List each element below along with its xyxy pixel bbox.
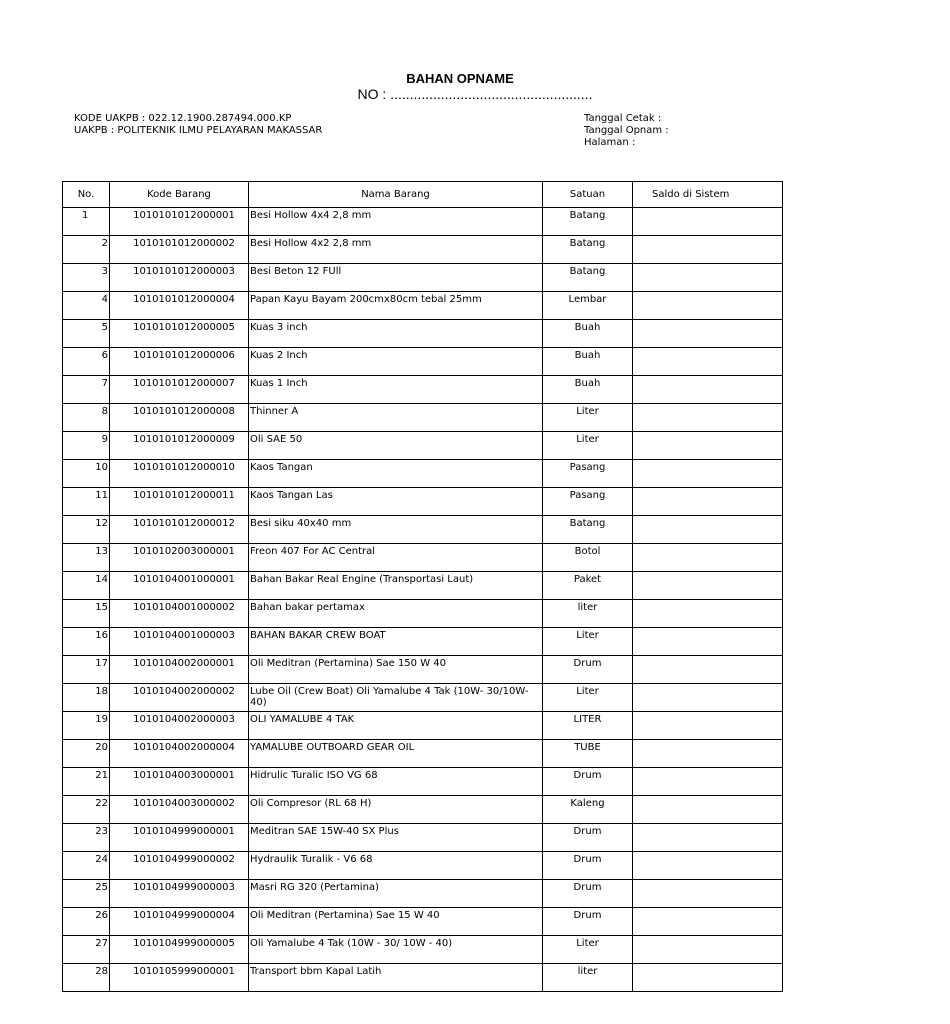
uakpb-label: UAKPB : POLITEKNIK ILMU PELAYARAN MAKASSAR [74,125,323,136]
cell-no: 12 [63,516,110,544]
cell-no: 21 [63,768,110,796]
cell-satuan: Pasang [543,460,633,488]
table-row [63,236,783,264]
cell-satuan: Buah [543,348,633,376]
table-row [63,264,783,292]
cell-nama-barang: Bahan Bakar Real Engine (Transportasi Laut) [249,572,543,600]
cell-kode-barang: 1010104001000002 [110,600,249,628]
cell-no: 5 [63,320,110,348]
table-row [63,656,783,684]
table-row [63,852,783,880]
cell-nama-barang: Besi Hollow 4x4 2,8 mm [249,208,543,236]
cell-nama-barang: Oli Yamalube 4 Tak (10W - 30/ 10W - 40) [249,936,543,964]
cell-no: 3 [63,264,110,292]
cell-satuan: Buah [543,376,633,404]
cell-saldo [633,460,783,488]
document-number-line: NO : .................................................... [357,86,593,102]
cell-nama-barang: Kaos Tangan Las [249,488,543,516]
cell-saldo [633,320,783,348]
cell-saldo [633,404,783,432]
table-row [63,208,783,236]
cell-satuan: Lembar [543,292,633,320]
cell-satuan: Kaleng [543,796,633,824]
cell-satuan: liter [543,964,633,992]
cell-nama-barang: Oli Compresor (RL 68 H) [249,796,543,824]
header-no: No. [63,182,110,208]
cell-kode-barang: 1010105999000001 [110,964,249,992]
cell-nama-barang: Kuas 1 Inch [249,376,543,404]
header-right [584,113,669,149]
table-row [63,712,783,740]
cell-kode-barang: 1010101012000009 [110,432,249,460]
cell-no: 16 [63,628,110,656]
cell-satuan: liter [543,600,633,628]
cell-kode-barang: 1010101012000004 [110,292,249,320]
cell-kode-barang: 1010104999000002 [110,852,249,880]
table-row [63,572,783,600]
header-saldo: Saldo di Sistem [633,182,783,208]
cell-satuan: Pasang [543,488,633,516]
cell-kode-barang: 1010104003000001 [110,768,249,796]
cell-saldo [633,824,783,852]
cell-kode-barang: 1010104002000004 [110,740,249,768]
cell-satuan: Drum [543,908,633,936]
cell-satuan: Liter [543,404,633,432]
tanggal-cetak-label: Tanggal Cetak : [584,113,662,124]
cell-saldo [633,264,783,292]
table-row [63,628,783,656]
cell-satuan: Drum [543,852,633,880]
cell-saldo [633,628,783,656]
cell-no: 28 [63,964,110,992]
cell-nama-barang: Lube Oil (Crew Boat) Oli Yamalube 4 Tak (10W- 30/10W-40) [249,684,543,712]
cell-nama-barang: Kaos Tangan [249,460,543,488]
cell-no: 6 [63,348,110,376]
cell-saldo [633,488,783,516]
cell-satuan: LITER [543,712,633,740]
cell-kode-barang: 1010101012000010 [110,460,249,488]
cell-no: 1 [63,208,110,236]
cell-nama-barang: YAMALUBE OUTBOARD GEAR OIL [249,740,543,768]
cell-no: 23 [63,824,110,852]
cell-satuan: Liter [543,684,633,712]
cell-saldo [633,572,783,600]
stock-table-viewport [62,181,730,977]
cell-saldo [633,292,783,320]
cell-saldo [633,376,783,404]
cell-no: 25 [63,880,110,908]
cell-saldo [633,348,783,376]
cell-nama-barang: OLI YAMALUBE 4 TAK [249,712,543,740]
cell-nama-barang: Oli Meditran (Pertamina) Sae 15 W 40 [249,908,543,936]
cell-saldo [633,432,783,460]
cell-saldo [633,852,783,880]
cell-satuan: Liter [543,432,633,460]
cell-kode-barang: 1010101012000005 [110,320,249,348]
cell-no: 11 [63,488,110,516]
table-row [63,516,783,544]
cell-no: 2 [63,236,110,264]
stock-table [62,181,783,992]
cell-no: 17 [63,656,110,684]
header-satuan: Satuan [543,182,633,208]
cell-no: 9 [63,432,110,460]
tanggal-opnam-label: Tanggal Opnam : [584,125,669,136]
cell-no: 10 [63,460,110,488]
cell-saldo [633,544,783,572]
cell-no: 24 [63,852,110,880]
cell-no: 14 [63,572,110,600]
cell-nama-barang: Besi Beton 12 FUll [249,264,543,292]
cell-no: 27 [63,936,110,964]
table-row [63,320,783,348]
kode-uakpb-label: KODE UAKPB : 022.12.1900.287494.000.KP [74,113,292,124]
cell-saldo [633,964,783,992]
cell-kode-barang: 1010104001000003 [110,628,249,656]
table-row [63,348,783,376]
table-row [63,824,783,852]
halaman-label: Halaman : [584,137,636,148]
cell-saldo [633,796,783,824]
table-row [63,768,783,796]
table-row [63,600,783,628]
cell-saldo [633,908,783,936]
cell-satuan: Drum [543,824,633,852]
document-title: BAHAN OPNAME [406,71,514,86]
table-row [63,908,783,936]
cell-kode-barang: 1010101012000007 [110,376,249,404]
cell-nama-barang: Thinner A [249,404,543,432]
table-header-row [63,182,783,208]
cell-saldo [633,768,783,796]
cell-saldo [633,600,783,628]
cell-kode-barang: 1010104999000001 [110,824,249,852]
table-row [63,292,783,320]
cell-saldo [633,208,783,236]
table-row [63,404,783,432]
cell-satuan: Batang [543,516,633,544]
cell-kode-barang: 1010104999000004 [110,908,249,936]
cell-satuan: Drum [543,768,633,796]
cell-kode-barang: 1010101012000003 [110,264,249,292]
cell-saldo [633,880,783,908]
cell-no: 15 [63,600,110,628]
cell-satuan: Drum [543,880,633,908]
table-row [63,880,783,908]
cell-nama-barang: Kuas 2 Inch [249,348,543,376]
cell-kode-barang: 1010104002000001 [110,656,249,684]
cell-no: 22 [63,796,110,824]
cell-nama-barang: Besi Hollow 4x2 2,8 mm [249,236,543,264]
cell-nama-barang: Hydraulik Turalik - V6 68 [249,852,543,880]
cell-kode-barang: 1010104002000002 [110,684,249,712]
cell-nama-barang: Bahan bakar pertamax [249,600,543,628]
table-row [63,740,783,768]
header-kode-barang: Kode Barang [110,182,249,208]
table-body [63,208,783,992]
cell-saldo [633,656,783,684]
cell-satuan: Liter [543,628,633,656]
cell-kode-barang: 1010104001000001 [110,572,249,600]
cell-no: 20 [63,740,110,768]
cell-nama-barang: Oli Meditran (Pertamina) Sae 150 W 40 [249,656,543,684]
header-left [74,113,322,137]
cell-nama-barang: Besi siku 40x40 mm [249,516,543,544]
cell-saldo [633,712,783,740]
cell-kode-barang: 1010101012000008 [110,404,249,432]
cell-satuan: Batang [543,208,633,236]
cell-kode-barang: 1010104003000002 [110,796,249,824]
cell-nama-barang: Meditran SAE 15W-40 SX Plus [249,824,543,852]
cell-saldo [633,236,783,264]
cell-satuan: Drum [543,656,633,684]
cell-kode-barang: 1010104999000003 [110,880,249,908]
cell-kode-barang: 1010101012000001 [110,208,249,236]
cell-kode-barang: 1010101012000012 [110,516,249,544]
cell-no: 7 [63,376,110,404]
cell-satuan: Liter [543,936,633,964]
cell-saldo [633,684,783,712]
cell-kode-barang: 1010101012000002 [110,236,249,264]
cell-kode-barang: 1010101012000006 [110,348,249,376]
cell-saldo [633,936,783,964]
cell-nama-barang: Kuas 3 inch [249,320,543,348]
table-row [63,432,783,460]
cell-satuan: Paket [543,572,633,600]
cell-kode-barang: 1010104002000003 [110,712,249,740]
cell-nama-barang: Transport bbm Kapal Latih [249,964,543,992]
cell-no: 4 [63,292,110,320]
cell-nama-barang: Papan Kayu Bayam 200cmx80cm tebal 25mm [249,292,543,320]
cell-kode-barang: 1010102003000001 [110,544,249,572]
cell-no: 26 [63,908,110,936]
cell-nama-barang: Hidrulic Turalic ISO VG 68 [249,768,543,796]
cell-satuan: Batang [543,264,633,292]
table-row [63,964,783,992]
cell-kode-barang: 1010104999000005 [110,936,249,964]
cell-satuan: TUBE [543,740,633,768]
cell-nama-barang: Oli SAE 50 [249,432,543,460]
cell-no: 18 [63,684,110,712]
cell-nama-barang: Freon 407 For AC Central [249,544,543,572]
cell-satuan: Buah [543,320,633,348]
cell-kode-barang: 1010101012000011 [110,488,249,516]
cell-no: 8 [63,404,110,432]
cell-saldo [633,516,783,544]
cell-satuan: Batang [543,236,633,264]
table-row [63,796,783,824]
cell-no: 13 [63,544,110,572]
table-row [63,544,783,572]
cell-no: 19 [63,712,110,740]
table-row [63,376,783,404]
cell-saldo [633,740,783,768]
cell-nama-barang: BAHAN BAKAR CREW BOAT [249,628,543,656]
table-row [63,684,783,712]
table-row [63,460,783,488]
header-nama-barang: Nama Barang [249,182,543,208]
cell-nama-barang: Masri RG 320 (Pertamina) [249,880,543,908]
table-row [63,488,783,516]
table-row [63,936,783,964]
cell-satuan: Botol [543,544,633,572]
